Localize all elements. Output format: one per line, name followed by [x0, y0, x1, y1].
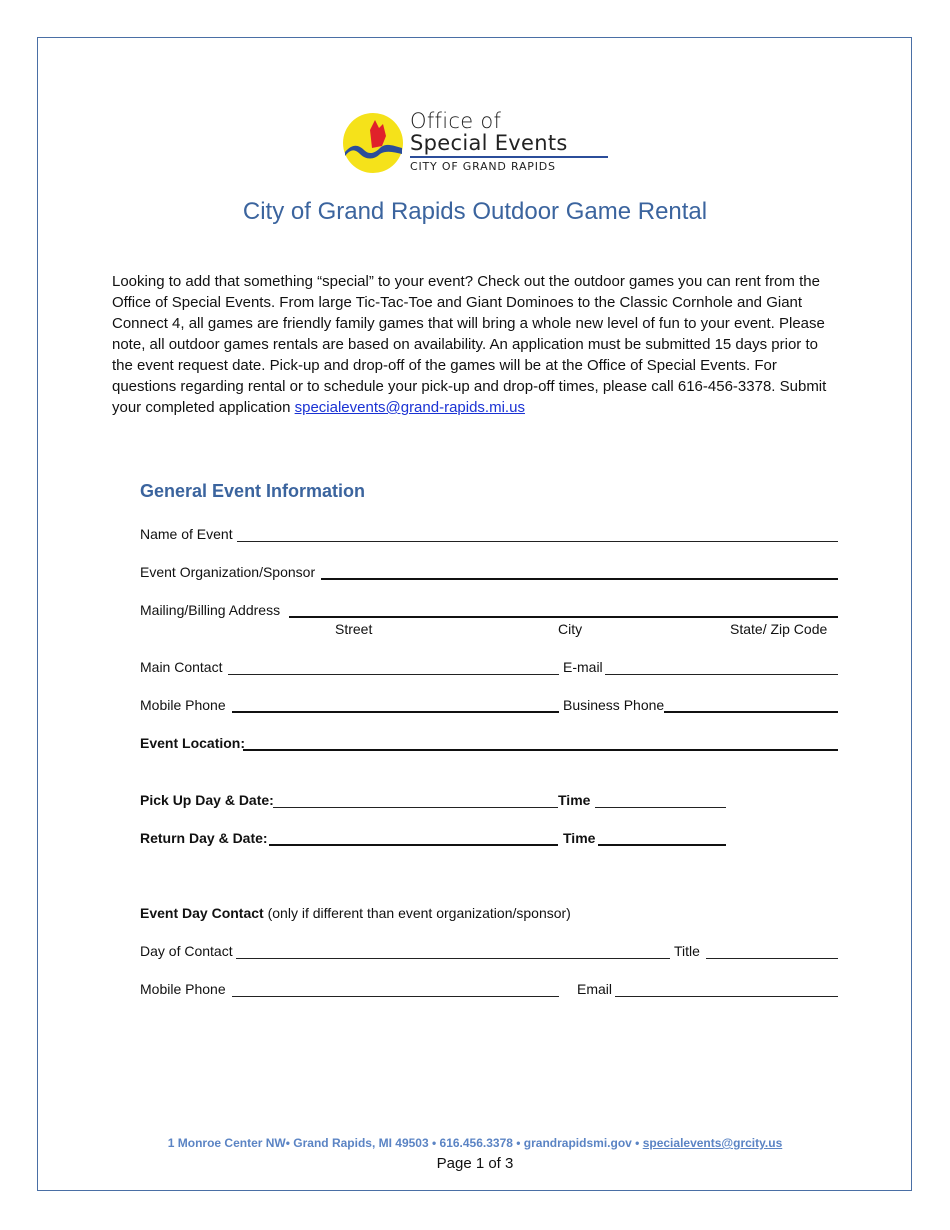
mobile-phone-field[interactable]	[232, 711, 559, 713]
business-phone-label: Business Phone	[563, 697, 665, 713]
return-time-field[interactable]	[598, 844, 726, 846]
logo-line-3: CITY OF GRAND RAPIDS	[410, 160, 556, 173]
logo-line-2: Special Events	[410, 131, 568, 155]
logo-divider	[410, 156, 608, 158]
street-caption: Street	[335, 621, 373, 637]
pickup-time-label: Time	[558, 792, 591, 808]
event-location-label: Event Location:	[140, 735, 246, 751]
page-title: City of Grand Rapids Outdoor Game Rental	[242, 198, 708, 225]
name-of-event-label: Name of Event	[140, 526, 233, 542]
contact-mobile-label: Mobile Phone	[140, 981, 226, 997]
footer-email-link[interactable]: specialevents@grcity.us	[642, 1136, 783, 1150]
logo-line-1: Office of	[410, 109, 502, 133]
address-field[interactable]	[289, 616, 838, 618]
day-of-contact-label: Day of Contact	[140, 943, 233, 959]
page-number: Page 1 of 3	[436, 1155, 514, 1172]
organization-field[interactable]	[321, 578, 838, 580]
name-of-event-field[interactable]	[237, 541, 838, 542]
contact-email-field[interactable]	[615, 996, 838, 997]
city-caption: City	[558, 621, 583, 637]
event-day-contact-note: (only if different than event organization/sponsor)	[263, 905, 571, 921]
mobile-phone-label: Mobile Phone	[140, 697, 226, 713]
pickup-date-field[interactable]	[273, 807, 558, 808]
contact-title-label: Title	[674, 943, 700, 959]
day-of-contact-field[interactable]	[236, 958, 670, 959]
event-day-contact-heading	[140, 905, 571, 921]
intro-email-link[interactable]: specialevents@grand-rapids.mi.us	[294, 399, 525, 416]
contact-email-label: Email	[577, 981, 613, 997]
main-contact-label: Main Contact	[140, 659, 223, 675]
email-field[interactable]	[605, 674, 838, 675]
return-date-field[interactable]	[269, 844, 558, 846]
address-label: Mailing/Billing Address	[140, 602, 281, 618]
event-location-field[interactable]	[243, 749, 838, 751]
return-label: Return Day & Date:	[140, 830, 268, 846]
footer-address	[0, 1136, 950, 1150]
main-contact-field[interactable]	[228, 674, 559, 675]
contact-title-field[interactable]	[706, 958, 838, 959]
state-zip-caption: State/ Zip Code	[730, 621, 828, 637]
pickup-time-field[interactable]	[595, 807, 726, 808]
event-day-contact-bold: Event Day Contact	[140, 905, 264, 921]
contact-mobile-field[interactable]	[232, 996, 559, 997]
return-time-label: Time	[563, 830, 596, 846]
email-label: E-mail	[563, 659, 603, 675]
intro-text: Looking to add that something “special” to your event? Check out the outdoor games you can rent from the Office of Special Events. From large Tic-Tac-Toe and Giant Dominoes to the Classic Cornhole and Giant Connect 4, all games are friendly family games that will bring a whole new level of fun to your event. Please note, all outdoor games rentals are based on availability. An application must be submitted 15 days prior to the event request date. Pick-up and drop-off of the games will be at the Office of Special Events. For questions regarding rental or to schedule your pick-up and drop-off times, please call 616-456-3378. Submit your completed application	[112, 273, 827, 416]
section-heading: General Event Information	[140, 481, 366, 501]
pickup-label: Pick Up Day & Date:	[140, 792, 274, 808]
footer-address-text: 1 Monroe Center NW• Grand Rapids, MI 49503 • 616.456.3378 • grandrapidsmi.gov •	[167, 1136, 643, 1150]
organization-label: Event Organization/Sponsor	[140, 564, 316, 580]
business-phone-field[interactable]	[664, 711, 838, 713]
intro-paragraph	[112, 271, 842, 418]
